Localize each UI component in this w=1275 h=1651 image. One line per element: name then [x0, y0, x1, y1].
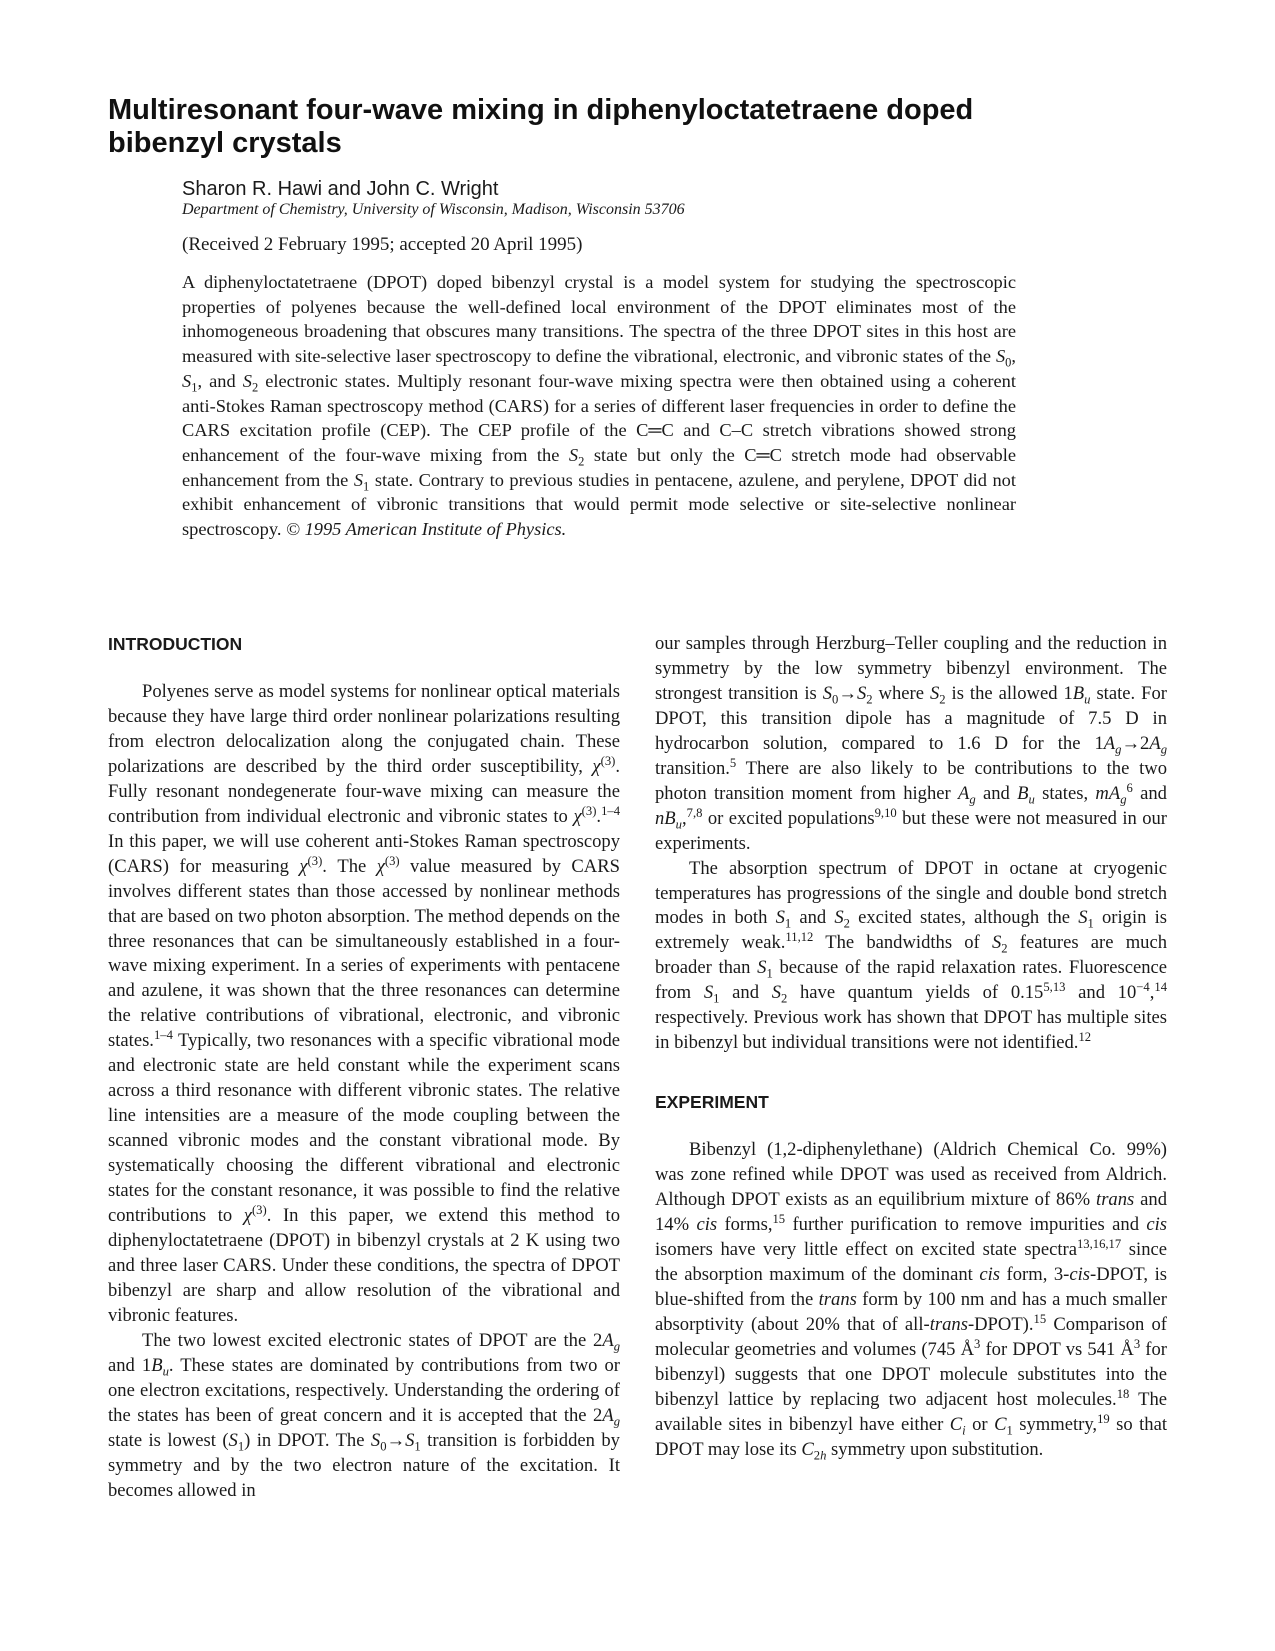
section-heading-introduction: INTRODUCTION — [108, 634, 243, 654]
intro-paragraph-3: The absorption spectrum of DPOT in octane at cryogenic temperatures has progressions of the single and double bond stretch modes in both $S_1$ and $S_2$ excited states, although the $S_1$ origin is extremely weak.$^{11,12}$ The bandwidths of $S_2$ features are much broader than $S_1$ because of the rapid relaxation rates. Fluorescence from $S_1$ and $S_2$ have quantum yields of 0.15$^{5,13}$ and $10^{-4},^{14}$ respectively. Previous work has shown that DPOT has multiple sites in bibenzyl but individual transitions were not identified.$^{12}$ — [655, 857, 1168, 1054]
right-column — [655, 632, 1167, 1463]
paper-authors: Sharon R. Hawi and John C. Wright — [182, 178, 499, 200]
paper-title: Multiresonant four-wave mixing in diphenyloctatetraene doped bibenzyl crystals — [108, 94, 974, 159]
paper-affiliation: Department of Chemistry, University of Wisconsin, Madison, Wisconsin 53706 — [182, 201, 685, 218]
copyright-notice: © 1995 American Institute of Physics. — [286, 519, 567, 540]
intro-paragraph-1: Polyenes serve as model systems for nonlinear optical materials because they have large third order nonlinear polarizations resulting from electron delocalization along the conjugated chain. These polarizations are described by the third order susceptibility, $\chi^{(3)}$. Fully resonant nondegenerate four-wave mixing can measure the contribution from individual electronic and vibronic states to $\chi^{(3)}.^{1-4}$ In this paper, we will use coherent anti-Stokes Raman spectroscopy (CARS) for measuring $\chi^{(3)}$. The $\chi^{(3)}$ value measured by CARS involves different states than those accessed by nonlinear methods that are based on two photon absorption. The method depends on the three resonances that can be simultaneously established in a four-wave mixing experiment. In a series of experiments with pentacene and azulene, it was shown that the three resonances can determine the relative contributions of vibrational, electronic, and vibronic states.$^{1-4}$ Typically, two resonances with a specific vibrational mode and electronic state are held constant while the experiment scans across a third resonance with different vibronic states. The relative line intensities are a measure of the mode coupling between the scanned vibronic modes and the constant vibrational mode. By systematically choosing the different vibrational and electronic states for the constant resonance, it was possible to find the relative contributions to $\chi^{(3)}$. In this paper, we extend this method to diphenyloctatetraene (DPOT) in bibenzyl crystals at 2 K using two and three laser CARS. Under these conditions, the spectra of DPOT bibenzyl are sharp and allow resolution of the vibrational and vibronic features. — [108, 681, 620, 1326]
abstract: A diphenyloctatetraene (DPOT) doped bibenzyl crystal is a model system for studying the spectroscopic properties of polyenes because the well-defined local environment of the DPOT eliminates most of the inhomogeneous broadening that obscures many transitions. The spectra of the three DPOT sites in this host are measured with site-selective laser spectroscopy to define the vibrational, electronic, and vibronic states of the $S_0$, $S_1$, and $S_2$ electronic states. Multiply resonant four-wave mixing spectra were then obtained using a coherent anti-Stokes Raman spectroscopy method (CARS) for a series of different laser frequencies in order to define the CARS excitation profile (CEP). The CEP profile of the C═C and C–C stretch vibrations showed strong enhancement of the four-wave mixing from the $S_2$ state but only the C═C stretch mode had observable enhancement from the $S_1$ state. Contrary to previous studies in pentacene, azulene, and perylene, DPOT did not exhibit enhancement of vibronic transitions that would permit mode selective or site-selective nonlinear spectroscopy. © 1995 American Institute of Physics. — [182, 272, 1016, 540]
intro-paragraph-2: The two lowest excited electronic states of DPOT are the $2A_g$ and $1B_u$. These states are dominated by contributions from two or one electron excitations, respectively. Understanding the ordering of the states has been of great concern and it is accepted that the $2A_g$ state is lowest $(S_1)$ in DPOT. The $S_0\to S_1$ transition is forbidden by symmetry and by the two electron nature of the excitation. It becomes allowed in — [108, 1329, 620, 1501]
section-heading-experiment: EXPERIMENT — [655, 1092, 769, 1113]
intro-paragraph-2-continued: our samples through Herzburg–Teller coupling and the reduction in symmetry by the low symmetry bibenzyl environment. The strongest transition is $S_0\to S_2$ where $S_2$ is the allowed $1B_u$ state. For DPOT, this transition dipole has a magnitude of 7.5 D in hydrocarbon solution, compared to 1.6 D for the $1A_g\to 2A_g$ transition.$^5$ There are also likely to be contributions to the two photon transition moment from higher $A_g$ and $B_u$ states, $mA_g^6$ and $nB_u,^{7,8}$ or excited populations$^{9,10}$ but these were not measured in our experiments. — [655, 633, 1167, 854]
experiment-paragraph-1: Bibenzyl (1,2-diphenylethane) (Aldrich Chemical Co. 99%) was zone refined while DPOT was used as received from Aldrich. Although DPOT exists as an equilibrium mixture of 86% trans and 14% cis forms,$^{15}$ further purification to remove impurities and cis isomers have very little effect on excited state spectra$^{13,16,17}$ since the absorption maximum of the dominant cis form, 3-cis-DPOT, is blue-shifted from the trans form by 100 nm and has a much smaller absorptivity (about 20% that of all-trans-DPOT).$^{15}$ Comparison of molecular geometries and volumes (745 $Å^3$ for DPOT vs 541 $Å^3$ for bibenzyl) suggests that one DPOT molecule substitutes into the bibenzyl lattice by replacing two adjacent host molecules.$^{18}$ The available sites in bibenzyl have either $C_i$ or $C_1$ symmetry,$^{19}$ so that DPOT may lose its $C_{2h}$ symmetry upon substitution. — [655, 1139, 1168, 1463]
left-column — [108, 632, 620, 1503]
received-dates: (Received 2 February 1995; accepted 20 April 1995) — [182, 234, 583, 255]
